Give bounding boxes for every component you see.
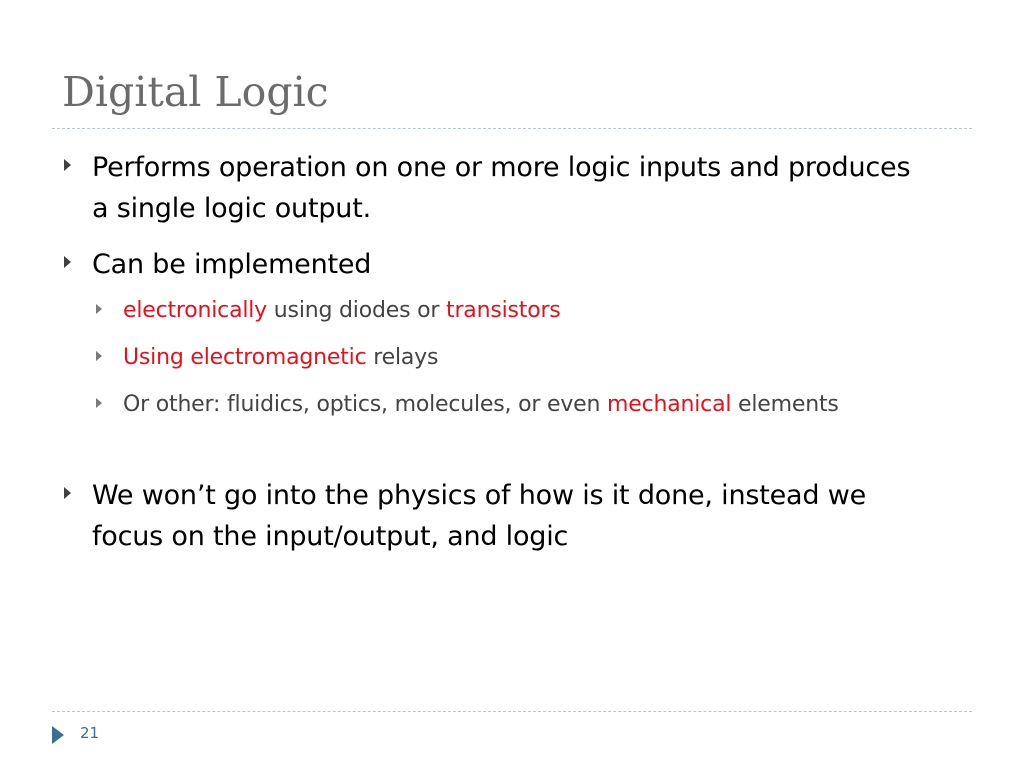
bullet-item xyxy=(64,147,934,229)
sub-bullet-arrow-icon xyxy=(96,304,102,314)
bullet-text: Can be implemented xyxy=(92,249,372,280)
page-number: 21 xyxy=(80,724,100,742)
bullet-arrow-icon xyxy=(64,487,71,499)
sub-bullet-item xyxy=(96,389,876,421)
slide-title: Digital Logic xyxy=(62,68,329,116)
sub-bullet-item xyxy=(96,342,896,374)
highlight-text: transistors xyxy=(446,298,561,323)
highlight-text: mechanical xyxy=(607,392,732,417)
bullet-arrow-icon xyxy=(64,159,71,171)
bullet-text: Performs operation on one or more logic inputs and produces a single logic output. xyxy=(92,152,911,224)
plain-text: using diodes or xyxy=(267,298,447,323)
plain-text: Or other: fluidics, optics, molecules, or even xyxy=(123,392,608,417)
bullet-item xyxy=(64,244,934,285)
sub-bullet-item xyxy=(96,295,896,327)
sub-bullet-arrow-icon xyxy=(96,351,102,361)
bullet-text: We won’t go into the physics of how is it done, instead we focus on the input/output, and logic xyxy=(92,480,867,552)
plain-text: elements xyxy=(731,392,839,417)
bullet-item xyxy=(64,475,934,557)
sub-bullet-text xyxy=(123,389,839,421)
footer-arrow-icon xyxy=(52,726,64,744)
plain-text: relays xyxy=(366,345,439,370)
footer-divider xyxy=(52,711,972,712)
title-divider xyxy=(52,128,972,129)
sub-bullet-text xyxy=(123,295,561,327)
highlight-text: electronically xyxy=(123,298,268,323)
highlight-text: Using electromagnetic xyxy=(123,345,367,370)
bullet-arrow-icon xyxy=(64,256,71,268)
sub-bullet-text xyxy=(123,342,438,374)
sub-bullet-arrow-icon xyxy=(96,398,102,408)
